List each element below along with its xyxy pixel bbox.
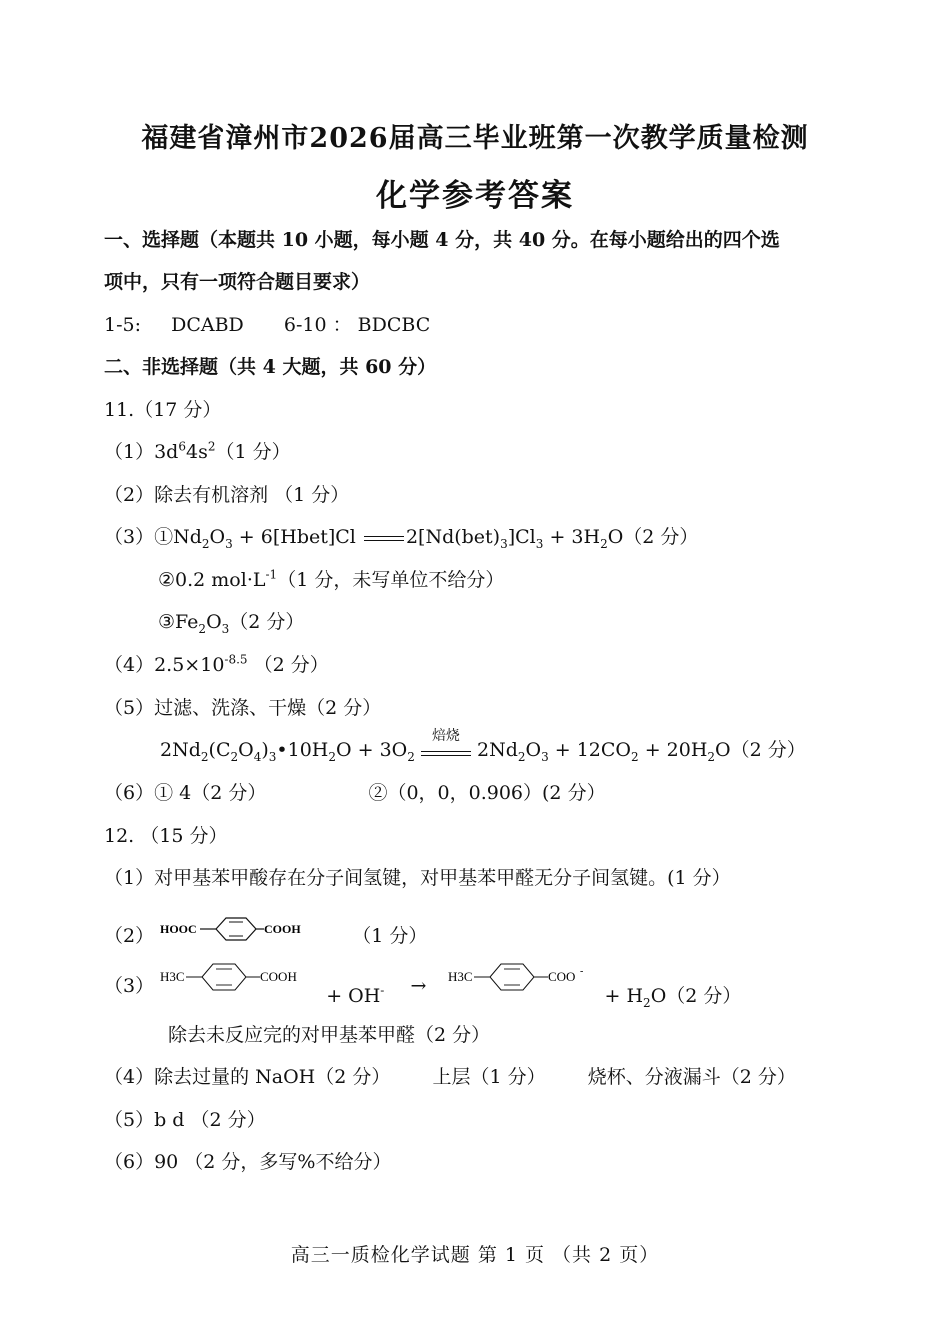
q11-p1-score: （1 分） [215, 441, 291, 463]
q11-p5-eq-c: O [238, 739, 254, 761]
q11-p3c-prefix: ③Fe [158, 611, 199, 633]
q12-p3-plus: + OH [326, 985, 381, 1007]
q11-p3a-p3: + 3H [543, 526, 601, 548]
q12-p3-reactant2 [326, 985, 384, 1007]
q12-part3 [104, 962, 741, 1012]
q11-p5-eq-g: 2Nd [470, 739, 518, 761]
q12-part4 [104, 1065, 796, 1089]
q11-part3c: $③Fe_2O_3(2$ 分） [158, 611, 305, 636]
section1-heading-b: 项中，只有一项符合题目要求） [104, 271, 371, 293]
q11-p4-score: （2 分） [247, 654, 329, 676]
q11-p4-prefix: （4）2.5×10 [104, 654, 225, 676]
reaction-condition [421, 728, 471, 756]
q11-p3a-p1: 2[Nd(bet) [405, 526, 501, 548]
q11-p1-sup2: 2 [207, 439, 216, 454]
q12-part3-note: 除去未反应完的对甲基苯甲醛（2 分） [168, 1024, 491, 1046]
q11-p3b-prefix: ②0.2 mol·L [158, 569, 266, 591]
q12-p3-tail: + H [604, 985, 644, 1007]
q12-p3-tail2: O（2 分） [650, 985, 742, 1007]
struct1-right-group: COOH [260, 969, 297, 984]
q12-header: 12. （15 分） [104, 825, 228, 847]
page-footer: 高三一质检化学试题 第 1 页 （共 2 页） [290, 1244, 660, 1266]
q11-p5-eq-d: ) [261, 739, 269, 761]
answer-range-1-label: 1-5: [104, 314, 141, 336]
q11-p6b: ②（0，0，0.906）(2 分） [368, 782, 606, 804]
q11-part5: （5）过滤、洗涤、干燥（2 分） [104, 697, 382, 719]
q12-p4c: 烧杯、分液漏斗（2 分） [587, 1066, 796, 1088]
document-subtitle: 化学参考答案 [376, 178, 574, 214]
q12-part2 [104, 916, 427, 956]
q11-p3a-p2: ]Cl [507, 526, 536, 548]
q11-p1-mid: 4s [185, 441, 208, 463]
q11-p5-eq-h: O [525, 739, 542, 761]
q11-p3a-r1: O [209, 526, 226, 548]
q12-part1: （1）对甲基苯甲酸存在分子间氢键，对甲基苯甲醛无分子间氢键。(1 分） [104, 867, 731, 889]
q11-p5-eq-f: O + 3O [336, 739, 408, 761]
q11-p3c-score: （2 分） [229, 611, 305, 633]
q11-p5-eq-a: 2Nd [160, 739, 201, 761]
q11-part6 [104, 781, 606, 805]
struct-right-group: COOH [264, 922, 301, 936]
q11-part5-equation: $2Nd_2(C_2O_4)_3•10H_2O + 3O_2$ 焙烧 $2Nd_2O_3 + 12CO_2 + 20H_2O(2$ 分） [160, 738, 806, 762]
q11-p3b-score: （1 分，未写单位不给分） [277, 569, 505, 591]
section1-heading-a: 一、选择题（本题共 10 小题，每小题 4 分，共 40 分。在每小题给出的四个选 [104, 229, 780, 251]
q11-p3c-mid: O [206, 611, 222, 633]
struct-left-group: HOOC [160, 922, 197, 936]
q11-p3a-r2: + 6[Hbet]Cl [232, 526, 362, 548]
q11-p1-sup1: 6 [178, 439, 186, 454]
terephthalic-acid-structure [160, 916, 320, 956]
section2-heading: 二、非选择题（共 4 大题，共 60 分） [104, 356, 437, 378]
q12-p3-prefix: （3） [104, 975, 155, 997]
q11-part4 [104, 653, 329, 677]
choice-answers [104, 313, 430, 337]
q11-p5-eq-i: + 12CO [548, 739, 632, 761]
q12-p4b: 上层（1 分） [432, 1066, 546, 1088]
q11-part3a: $(3)①Nd_2O_3$ + 6[Hbet]Cl $2[Nd(bet)_3]Cl_3 + 3H_2O(2$ 分） [104, 526, 699, 551]
p-toluate-anion-structure [448, 962, 598, 1010]
struct2-left-group: H3C [448, 969, 474, 984]
q12-part6: （6）90 （2 分，多写%不给分） [104, 1151, 392, 1173]
q11-p4-sup: -8.5 [224, 652, 248, 667]
q11-header: 11.（17 分） [104, 399, 222, 421]
p-toluic-acid-structure [160, 962, 320, 1010]
equation-equals-sign [364, 536, 404, 541]
q11-p5-eq-k: O（2 分） [715, 739, 806, 761]
struct1-left-group: H3C [160, 969, 185, 984]
answer-range-2-label: 6-10 ： [283, 314, 352, 336]
document-title: 福建省漳州市2026届高三毕业班第一次教学质量检测 [141, 123, 809, 154]
answer-range-1: DCABD [171, 314, 244, 336]
q12-p3-sup: - [380, 983, 385, 998]
struct2-charge: - [580, 966, 584, 977]
q11-p6a: （6）① 4（2 分） [104, 782, 267, 804]
q12-p3-product2: + $H_2O(2$ 分） [604, 985, 742, 1010]
q11-p3b-sup: -1 [265, 567, 278, 582]
reaction-arrow: → [410, 975, 427, 997]
q12-part5: （5）b d （2 分） [104, 1109, 266, 1131]
q11-p1-prefix: （1）3d [104, 441, 179, 463]
q11-p5-eq-j: + 20H [638, 739, 708, 761]
answer-range-2: BDCBC [357, 314, 431, 336]
q12-p2-prefix: （2） [104, 925, 155, 947]
reaction-condition-label: 焙烧 [431, 728, 460, 744]
q12-p2-score: （1 分） [352, 925, 428, 947]
q12-p4a: （4）除去过量的 NaOH（2 分） [104, 1066, 391, 1088]
q11-part1 [104, 440, 291, 464]
q11-p5-eq-b: (C [208, 739, 231, 761]
q11-part2: （2）除去有机溶剂 （1 分） [104, 484, 350, 506]
struct2-right-group: COO [548, 969, 576, 984]
q11-p3a-p4: O（2 分） [607, 526, 699, 548]
q11-p3a-prefix: （3）①Nd [104, 526, 202, 548]
q11-part3b [158, 568, 504, 592]
q11-p5-eq-e: •10H [276, 739, 329, 761]
